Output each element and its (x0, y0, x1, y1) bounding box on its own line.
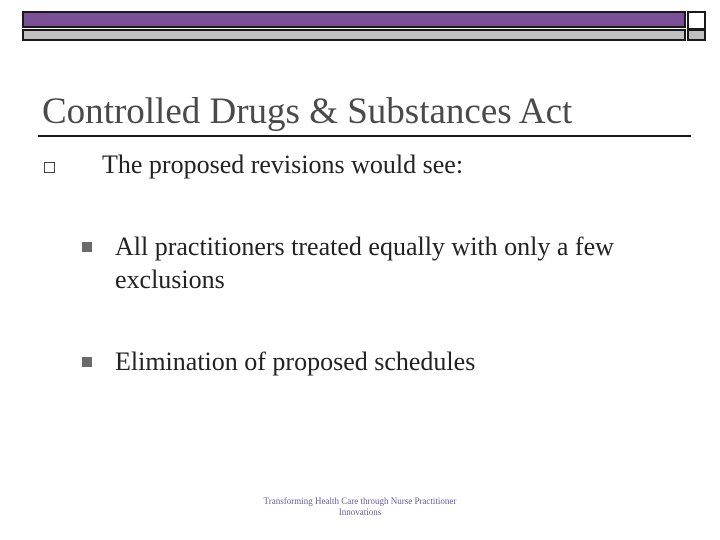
slide-title: Controlled Drugs & Substances Act (42, 91, 573, 132)
filled-square-bullet-icon (82, 357, 92, 367)
bullet-level1-text: The proposed revisions would see: (102, 150, 464, 179)
slide-footer: Transforming Health Care through Nurse Practitioner Innovations (263, 496, 457, 517)
header-corner-square-lower (687, 29, 706, 41)
bullet-level2-text: All practitioners treated equally with only a few exclusions (115, 232, 614, 294)
bullet-level2-text: Elimination of proposed schedules (115, 347, 476, 376)
hollow-square-bullet-icon (44, 162, 55, 173)
title-divider (38, 135, 691, 137)
header-corner-square (687, 11, 706, 30)
filled-square-bullet-icon (82, 242, 92, 252)
header-accent-bar (22, 11, 686, 28)
header-under-bar (22, 29, 686, 41)
